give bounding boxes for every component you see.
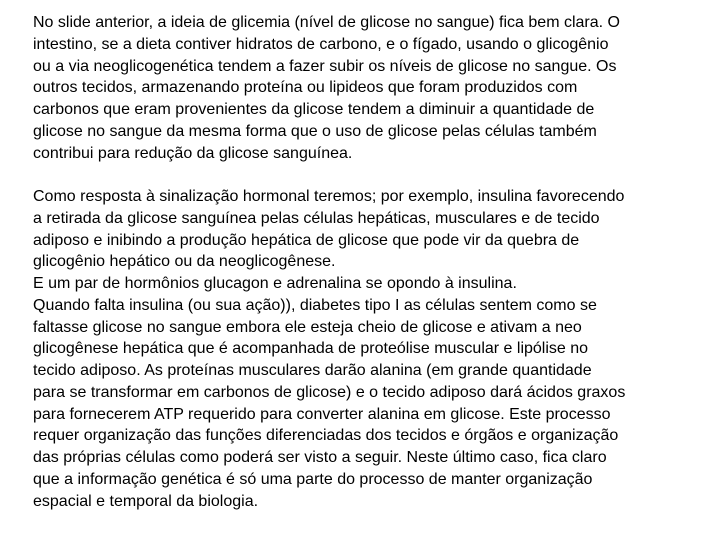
paragraph-sinalizacao-hormonal — [33, 186, 705, 512]
text-line: E um par de hormônios glucagon e adrenalina se opondo à insulina. — [33, 275, 517, 292]
text-line: No slide anterior, a ideia de glicemia (nível de glicose no sangue) fica bem clara. O — [33, 14, 620, 31]
text-line: outros tecidos, armazenando proteína ou lipideos que foram produzidos com — [33, 79, 578, 97]
text-line: adiposo e inibindo a produção hepática de glicose que pode vir da quebra de — [33, 231, 580, 249]
text-line: faltasse glicose no sangue embora ele esteja cheio de glicose e ativam a neo — [33, 318, 582, 336]
text-line: glicose no sangue da mesma forma que o uso de glicose pelas células também — [33, 122, 597, 140]
text-line: para fornecerem ATP requerido para converter alanina em glicose. Este processo — [33, 405, 611, 423]
text-line: para se transformar em carbonos de glicose) e o tecido adiposo dará ácidos graxos — [33, 383, 626, 401]
text-line: glicogênese hepática que é acompanhada de proteólise muscular e lipólise no — [33, 340, 589, 358]
text-line: tecido adiposo. As proteínas musculares darão alanina (em grande quantidade — [33, 362, 592, 379]
text-line: a retirada da glicose sanguínea pelas células hepáticas, musculares e de tecido — [33, 209, 600, 227]
text-line: que a informação genética é só uma parte do processo de manter organização — [33, 470, 593, 488]
text-line: requer organização das funções diferenciadas dos tecidos e órgãos e organização — [33, 427, 619, 445]
text-line: Como resposta à sinalização hormonal teremos; por exemplo, insulina favorecendo — [33, 188, 625, 205]
paragraph-spacer — [33, 164, 708, 186]
text-line: Quando falta insulina (ou sua ação)), diabetes tipo I as células sentem como se — [33, 296, 597, 314]
text-line: espacial e temporal da biologia. — [33, 492, 259, 510]
text-line: glicogênio hepático ou da neoglicogênese. — [33, 253, 336, 271]
paragraph-glicemia — [33, 12, 705, 164]
text-line: contribui para redução da glicose sanguínea. — [33, 144, 353, 162]
text-line: ou a via neoglicogenética tendem a fazer subir os níveis de glicose no sangue. Os — [33, 57, 617, 75]
text-line: carbonos que eram provenientes da glicose tendem a diminuir a quantidade de — [33, 101, 595, 118]
text-line: das próprias células como poderá ser visto a seguir. Neste último caso, fica claro — [33, 449, 607, 466]
text-line: intestino, se a dieta contiver hidratos de carbono, e o fígado, usando o glicogênio — [33, 35, 609, 53]
